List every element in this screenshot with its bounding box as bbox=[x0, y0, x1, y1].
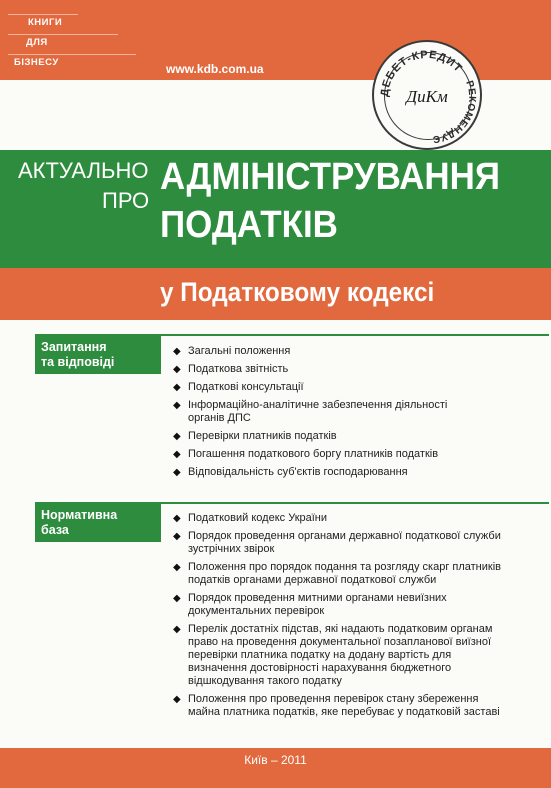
list-item: ◆ Положення про порядок подання та розгляду скарг платників податків органами державної податкової служби bbox=[173, 561, 501, 586]
diamond-bullet-icon: ◆ bbox=[173, 431, 181, 442]
main-title-line-1: АДМІНІСТРУВАННЯ bbox=[160, 156, 500, 198]
diamond-bullet-icon: ◆ bbox=[173, 593, 181, 604]
diamond-bullet-icon: ◆ bbox=[173, 624, 181, 635]
section-2-label-line-2: база bbox=[41, 523, 69, 537]
diamond-bullet-icon: ◆ bbox=[173, 400, 181, 411]
series-brick-logo bbox=[8, 14, 136, 76]
stamp-top-text: ДЕБЕТ-КРЕДИТ bbox=[378, 48, 465, 98]
series-line-3: БІЗНЕСУ bbox=[14, 57, 59, 68]
stamp-ring-text bbox=[374, 42, 480, 148]
section-2-label bbox=[35, 504, 161, 542]
list-item: ◆ Порядок проведення митними органами невиїзних документальних перевірок bbox=[173, 592, 447, 617]
series-line-2: ДЛЯ bbox=[26, 37, 48, 48]
diamond-bullet-icon: ◆ bbox=[173, 467, 181, 478]
list-item: ◆ Податковий кодекс України bbox=[173, 512, 328, 524]
diamond-bullet-icon: ◆ bbox=[173, 531, 181, 542]
section-2-label-line-1: Нормативна bbox=[41, 508, 118, 522]
section-1-label-line-1: Запитання bbox=[41, 340, 107, 354]
series-line-1: КНИГИ bbox=[28, 17, 63, 28]
list-item: ◆ Податкова звітність bbox=[173, 363, 289, 375]
publication-imprint: Київ – 2011 bbox=[244, 753, 307, 767]
list-item: ◆ Загальні положення bbox=[173, 345, 291, 357]
list-item: ◆ Перевірки платників податків bbox=[173, 430, 337, 442]
section-1-label-line-2: та відповіді bbox=[41, 355, 115, 369]
kicker-line-1: АКТУАЛЬНО bbox=[18, 158, 149, 183]
section-1-list bbox=[173, 345, 513, 484]
list-item: ◆ Відповідальність суб'єктів господарювання bbox=[173, 466, 408, 478]
stamp-monogram: ДиКм bbox=[406, 87, 448, 106]
list-item: ◆ Податкові консультації bbox=[173, 381, 304, 393]
recommendation-stamp bbox=[372, 40, 482, 150]
list-item: ◆ Порядок проведення органами державної податкової служби зустрічних звірок bbox=[173, 530, 501, 555]
main-title-line-2: ПОДАТКІВ bbox=[160, 204, 338, 246]
list-item: ◆ Погашення податкового боргу платників податків bbox=[173, 448, 439, 460]
list-item: ◆ Перелік достатніх підстав, які надають податковим органам право на проведення документальної позапланової виїзної перевірки платника податку на додану вартість для визначення достовірності нарахування бюджетного відшкодування такого податку bbox=[173, 623, 493, 687]
list-item: ◆ Інформаційно-аналітичне забезпечення діяльності органів ДПС bbox=[173, 399, 448, 424]
kicker-line-2: ПРО bbox=[102, 188, 150, 213]
list-item: ◆ Положення про проведення перевірок стану збереження майна платника податків, яке перебуває у податковій заставі bbox=[173, 693, 500, 718]
diamond-bullet-icon: ◆ bbox=[173, 449, 181, 460]
stamp-side-text: РЕКОМЕНДУЄ bbox=[431, 79, 478, 145]
section-1-label bbox=[35, 336, 161, 374]
section-2-list bbox=[173, 512, 513, 724]
diamond-bullet-icon: ◆ bbox=[173, 346, 181, 357]
website-url: www.kdb.com.ua bbox=[166, 62, 264, 76]
diamond-bullet-icon: ◆ bbox=[173, 382, 181, 393]
subtitle: у Податковому кодексі bbox=[160, 277, 435, 307]
diamond-bullet-icon: ◆ bbox=[173, 364, 181, 375]
diamond-bullet-icon: ◆ bbox=[173, 562, 181, 573]
diamond-bullet-icon: ◆ bbox=[173, 694, 181, 705]
diamond-bullet-icon: ◆ bbox=[173, 513, 181, 524]
